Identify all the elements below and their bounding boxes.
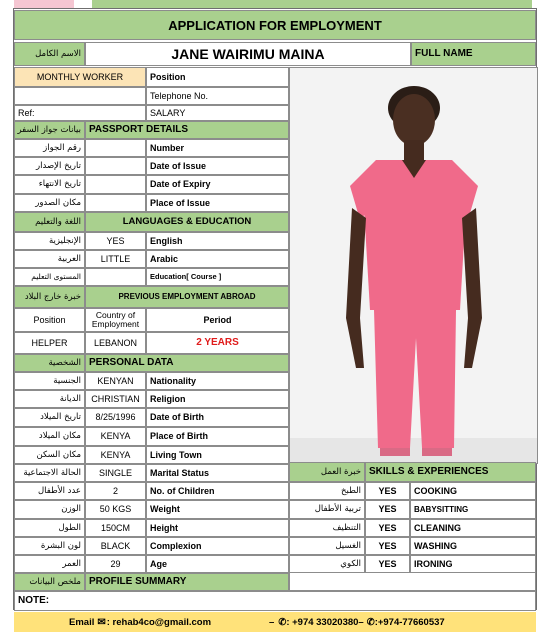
passport-ar-header: بيانات جواز السفر	[14, 121, 85, 139]
top-pink-strip	[14, 0, 74, 8]
skill-ar-label: الطبخ	[289, 482, 365, 500]
profile-blank	[289, 573, 536, 591]
personal-ar-label: مكان السكن	[14, 446, 85, 464]
education-value	[85, 268, 146, 286]
note-label: NOTE:	[14, 591, 536, 611]
personal-ar-label: تاريخ الميلاد	[14, 408, 85, 427]
passport-place-ar: مكان الصدور	[14, 194, 85, 212]
english-ar: الإنجليزية	[14, 232, 85, 250]
personal-ar-label: الوزن	[14, 500, 85, 519]
education-label: Education[ Course ]	[146, 268, 289, 286]
personal-ar-label: الجنسية	[14, 372, 85, 390]
previous-position: HELPER	[14, 332, 85, 354]
skill-ar-label: الكوي	[289, 555, 365, 573]
personal-ar-header: الشخصية	[14, 354, 85, 372]
skill-value: YES	[365, 482, 410, 500]
previous-ar-header: خبرة خارج البلاد	[14, 286, 85, 308]
arabic-label: Arabic	[146, 250, 289, 268]
col-country-text: Country of Employment	[91, 309, 140, 329]
skill-ar-label: تربية الأطفال	[289, 500, 365, 519]
passport-number-ar: رقم الجواز	[14, 139, 85, 157]
skill-ar-label: التنظيف	[289, 519, 365, 537]
passport-issue-value	[85, 157, 146, 175]
full-name-label: FULL NAME	[411, 42, 536, 66]
phone-number-2[interactable]: :+974-77660537	[374, 616, 445, 628]
footer-bar	[14, 612, 536, 632]
personal-ar-label: لون البشرة	[14, 537, 85, 555]
email-label: Email	[69, 616, 95, 628]
personal-label: Marital Status	[146, 464, 289, 482]
telephone-label: Telephone No.	[146, 87, 289, 105]
personal-value: 29	[85, 555, 146, 573]
person-photo-image	[290, 68, 537, 463]
previous-country: LEBANON	[85, 332, 146, 354]
telephone-value	[14, 87, 146, 105]
skills-ar-header: خبرة العمل	[289, 462, 365, 482]
personal-label: No. of Children	[146, 482, 289, 500]
passport-expiry-value	[85, 175, 146, 194]
english-label: English	[146, 232, 289, 250]
ref-label: Ref:	[14, 105, 146, 121]
phone-icon: ✆	[366, 616, 375, 628]
skill-label: BABYSITTING	[410, 500, 536, 519]
personal-value: BLACK	[85, 537, 146, 555]
personal-label: Nationality	[146, 372, 289, 390]
footer-separator: –	[269, 616, 275, 628]
profile-header: PROFILE SUMMARY	[85, 573, 289, 591]
personal-ar-label: الحالة الاجتماعية	[14, 464, 85, 482]
skill-ar-label: الغسيل	[289, 537, 365, 555]
previous-header: PREVIOUS EMPLOYMENT ABROAD	[85, 286, 289, 308]
envelope-icon: ✉	[97, 616, 106, 628]
personal-ar-label: عدد الأطفال	[14, 482, 85, 500]
personal-value: KENYAN	[85, 372, 146, 390]
education-ar: المستوى التعليم	[14, 268, 85, 286]
phone-icon: ✆	[278, 616, 287, 628]
personal-label: Complexion	[146, 537, 289, 555]
personal-value: 8/25/1996	[85, 408, 146, 427]
personal-value: 2	[85, 482, 146, 500]
form-title: APPLICATION FOR EMPLOYMENT	[14, 10, 536, 40]
personal-value: 50 KGS	[85, 500, 146, 519]
personal-value: KENYA	[85, 427, 146, 446]
passport-place-label: Place of Issue	[146, 194, 289, 212]
top-green-strip	[92, 0, 532, 8]
skill-value: YES	[365, 519, 410, 537]
passport-issue-ar: تاريخ الإصدار	[14, 157, 85, 175]
personal-value: KENYA	[85, 446, 146, 464]
position-value: MONTHLY WORKER	[14, 67, 146, 87]
arabic-ar: العربية	[14, 250, 85, 268]
languages-ar-header: اللغة والتعليم	[14, 212, 85, 232]
personal-value: 150CM	[85, 519, 146, 537]
skill-label: CLEANING	[410, 519, 536, 537]
profile-ar-label: ملخص البيانات	[14, 573, 85, 591]
personal-header: PERSONAL DATA	[85, 354, 289, 372]
personal-ar-label: الطول	[14, 519, 85, 537]
personal-label: Weight	[146, 500, 289, 519]
skill-value: YES	[365, 500, 410, 519]
phone-number-1[interactable]: : +974 33020380–	[286, 616, 364, 628]
personal-label: Religion	[146, 390, 289, 408]
personal-label: Height	[146, 519, 289, 537]
personal-value: SINGLE	[85, 464, 146, 482]
english-value: YES	[85, 232, 146, 250]
skills-header: SKILLS & EXPERIENCES	[365, 462, 536, 482]
full-name-ar-label: الاسم الكامل	[14, 42, 85, 66]
passport-place-value	[85, 194, 146, 212]
skill-label: COOKING	[410, 482, 536, 500]
personal-value: CHRISTIAN	[85, 390, 146, 408]
skill-label: WASHING	[410, 537, 536, 555]
passport-expiry-ar: تاريخ الانتهاء	[14, 175, 85, 194]
passport-number-value	[85, 139, 146, 157]
personal-ar-label: مكان الميلاد	[14, 427, 85, 446]
col-period: Period	[146, 308, 289, 332]
personal-label: Living Town	[146, 446, 289, 464]
arabic-value: LITTLE	[85, 250, 146, 268]
personal-ar-label: العمر	[14, 555, 85, 573]
passport-issue-label: Date of Issue	[146, 157, 289, 175]
personal-label: Place of Birth	[146, 427, 289, 446]
passport-header: PASSPORT DETAILS	[85, 121, 289, 139]
languages-header: LANGUAGES & EDUCATION	[85, 212, 289, 232]
salary-label: SALARY	[146, 105, 289, 121]
personal-label: Age	[146, 555, 289, 573]
applicant-name: JANE WAIRIMU MAINA	[85, 42, 411, 66]
skill-value: YES	[365, 537, 410, 555]
col-country	[85, 308, 146, 332]
email-address[interactable]: : rehab4co@gmail.com	[106, 616, 212, 628]
passport-expiry-label: Date of Expiry	[146, 175, 289, 194]
skill-value: YES	[365, 555, 410, 573]
skill-label: IRONING	[410, 555, 536, 573]
passport-number-label: Number	[146, 139, 289, 157]
personal-ar-label: الديانة	[14, 390, 85, 408]
applicant-photo	[289, 67, 538, 464]
previous-period: 2 YEARS	[146, 332, 289, 354]
col-position: Position	[14, 308, 85, 332]
position-label: Position	[146, 67, 289, 87]
personal-label: Date of Birth	[146, 408, 289, 427]
